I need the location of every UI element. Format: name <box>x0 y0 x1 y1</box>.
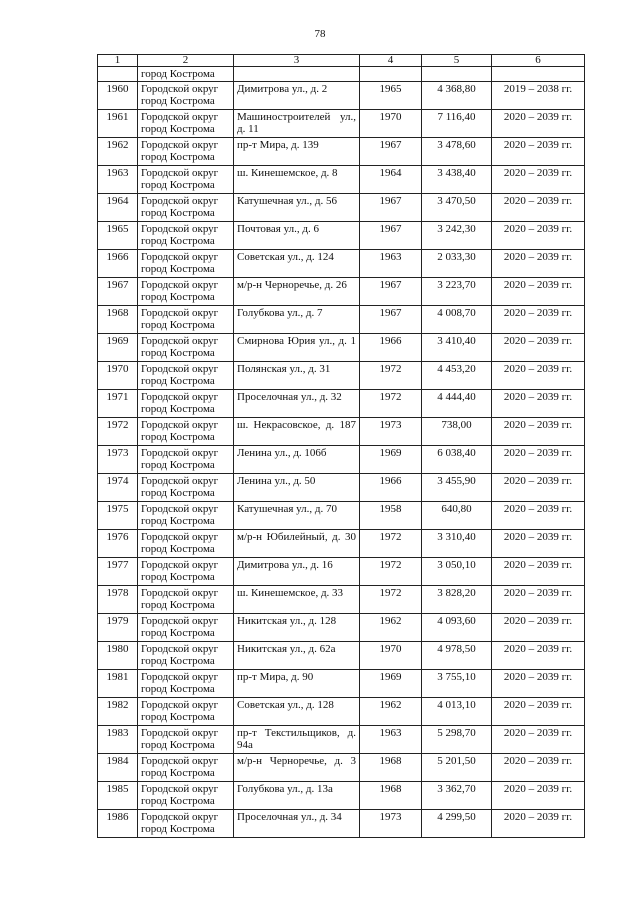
cell-year: 1968 <box>360 782 422 810</box>
cell-year: 1967 <box>360 138 422 166</box>
cell-address <box>234 614 360 642</box>
cell-year: 1969 <box>360 446 422 474</box>
cell-year: 1973 <box>360 418 422 446</box>
address-text: пр-т Мира, д. 139 <box>237 139 319 151</box>
cell-period: 2020 – 2039 гг. <box>492 194 585 222</box>
cell-period: 2020 – 2039 гг. <box>492 726 585 754</box>
cell-year: 1963 <box>360 726 422 754</box>
cell-district: Городской округ город Кострома <box>138 642 234 670</box>
address-text: Никитская ул., д. 128 <box>237 615 337 627</box>
cell-area: 4 008,70 <box>422 306 492 334</box>
cell-area: 3 470,50 <box>422 194 492 222</box>
cell-number: 1985 <box>98 782 138 810</box>
table-row <box>98 194 585 222</box>
cell-year: 1967 <box>360 194 422 222</box>
table-row <box>98 222 585 250</box>
header-col-2: 2 <box>138 55 234 67</box>
cell-number: 1977 <box>98 558 138 586</box>
cell-area: 4 368,80 <box>422 82 492 110</box>
cell-period: 2020 – 2039 гг. <box>492 138 585 166</box>
cell-period: 2020 – 2039 гг. <box>492 362 585 390</box>
cell-area: 3 242,30 <box>422 222 492 250</box>
cell-area: 4 299,50 <box>422 810 492 838</box>
cell-area: 738,00 <box>422 418 492 446</box>
cell-period: 2020 – 2039 гг. <box>492 222 585 250</box>
address-text: Советская ул., д. 128 <box>237 699 334 711</box>
cell-district: Городской округ город Кострома <box>138 418 234 446</box>
address-text: Голубкова ул., д. 7 <box>237 307 323 319</box>
cell-area: 4 093,60 <box>422 614 492 642</box>
table-row <box>98 670 585 698</box>
cell-year: 1962 <box>360 698 422 726</box>
address-text: Почтовая ул., д. 6 <box>237 223 319 235</box>
cell-number: 1967 <box>98 278 138 306</box>
cell-district: Городской округ город Кострома <box>138 558 234 586</box>
cell-area: 3 310,40 <box>422 530 492 558</box>
table-row <box>98 278 585 306</box>
cell-district: Городской округ город Кострома <box>138 502 234 530</box>
cell-district: Городской округ город Кострома <box>138 110 234 138</box>
cell-area: 4 013,10 <box>422 698 492 726</box>
address-text: Никитская ул., д. 62а <box>237 643 336 655</box>
cell-number: 1963 <box>98 166 138 194</box>
cell-number: 1974 <box>98 474 138 502</box>
table-header <box>98 55 585 67</box>
cell-address <box>234 586 360 614</box>
address-text: Катушечная ул., д. 70 <box>237 503 337 515</box>
register-table <box>97 54 585 838</box>
cell-area: 3 362,70 <box>422 782 492 810</box>
cell-district: Городской округ город Кострома <box>138 810 234 838</box>
address-text: ш. Кинешемское, д. 8 <box>237 167 338 179</box>
cell-district: Городской округ город Кострома <box>138 194 234 222</box>
cell-address <box>234 754 360 782</box>
address-text: Советская ул., д. 124 <box>237 251 334 263</box>
address-text: Димитрова ул., д. 2 <box>237 83 328 95</box>
cell-area: 5 298,70 <box>422 726 492 754</box>
table-row <box>98 782 585 810</box>
cell-district: Городской округ город Кострома <box>138 670 234 698</box>
cell-area: 3 438,40 <box>422 166 492 194</box>
cell-area: 640,80 <box>422 502 492 530</box>
cell-district: Городской округ город Кострома <box>138 138 234 166</box>
cell-year: 1970 <box>360 110 422 138</box>
cell-address <box>234 726 360 754</box>
cell-district: Городской округ город Кострома <box>138 446 234 474</box>
address-text: Катушечная ул., д. 56 <box>237 195 337 207</box>
cell-period: 2020 – 2039 гг. <box>492 558 585 586</box>
cell-area: 3 223,70 <box>422 278 492 306</box>
table-row <box>98 418 585 446</box>
cell-area: 4 444,40 <box>422 390 492 418</box>
header-row <box>98 55 585 67</box>
address-text: м/р-н Юбилейный, д. 30 <box>237 531 356 543</box>
cell-number: 1982 <box>98 698 138 726</box>
cell-address <box>234 474 360 502</box>
cell-address <box>234 782 360 810</box>
cell-period: 2020 – 2039 гг. <box>492 698 585 726</box>
address-text: Проселочная ул., д. 32 <box>237 391 342 403</box>
cell-number: 1964 <box>98 194 138 222</box>
cell-district: Городской округ город Кострома <box>138 390 234 418</box>
cell-address <box>234 278 360 306</box>
table-row <box>98 390 585 418</box>
cell-address <box>234 390 360 418</box>
cell-address <box>234 110 360 138</box>
address-text: Ленина ул., д. 106б <box>237 447 327 459</box>
table-row <box>98 586 585 614</box>
cell-period: 2020 – 2039 гг. <box>492 670 585 698</box>
table-row <box>98 754 585 782</box>
cell-year: 1963 <box>360 250 422 278</box>
cell-number: 1972 <box>98 418 138 446</box>
cell-district: Городской округ город Кострома <box>138 698 234 726</box>
continuation-row <box>98 67 585 82</box>
cell-number: 1979 <box>98 614 138 642</box>
table-row <box>98 82 585 110</box>
address-text: Проселочная ул., д. 34 <box>237 811 342 823</box>
cell-district: Городской округ город Кострома <box>138 726 234 754</box>
cell-period: 2020 – 2039 гг. <box>492 530 585 558</box>
cell-year: 1972 <box>360 558 422 586</box>
cell-year: 1972 <box>360 530 422 558</box>
cell-period: 2020 – 2039 гг. <box>492 278 585 306</box>
cell-district: Городской округ город Кострома <box>138 362 234 390</box>
cell-area: 7 116,40 <box>422 110 492 138</box>
cell-address <box>234 166 360 194</box>
table-row <box>98 362 585 390</box>
cell-year: 1967 <box>360 306 422 334</box>
table-row <box>98 446 585 474</box>
cell-area: 3 828,20 <box>422 586 492 614</box>
cell-year: 1967 <box>360 222 422 250</box>
cell-address <box>234 558 360 586</box>
cell-year: 1958 <box>360 502 422 530</box>
cell-year: 1973 <box>360 810 422 838</box>
cell-address <box>234 82 360 110</box>
cell-period: 2020 – 2039 гг. <box>492 306 585 334</box>
cell-district: Городской округ город Кострома <box>138 306 234 334</box>
header-col-5: 5 <box>422 55 492 67</box>
cell-period: 2020 – 2039 гг. <box>492 502 585 530</box>
cell-period: 2020 – 2039 гг. <box>492 782 585 810</box>
cell-number: 1986 <box>98 810 138 838</box>
cell-district: Городской округ город Кострома <box>138 222 234 250</box>
cell-number: 1968 <box>98 306 138 334</box>
cell-address <box>234 250 360 278</box>
cell-year: 1965 <box>360 82 422 110</box>
cell-address <box>234 67 360 82</box>
cell-area <box>422 67 492 82</box>
cell-number: 1975 <box>98 502 138 530</box>
cell-address <box>234 138 360 166</box>
header-col-3: 3 <box>234 55 360 67</box>
address-text: Полянская ул., д. 31 <box>237 363 331 375</box>
cell-period: 2020 – 2039 гг. <box>492 474 585 502</box>
cell-number: 1966 <box>98 250 138 278</box>
cell-year: 1968 <box>360 754 422 782</box>
cell-year: 1966 <box>360 334 422 362</box>
cell-period: 2020 – 2039 гг. <box>492 446 585 474</box>
cell-district: Городской округ город Кострома <box>138 278 234 306</box>
cell-year: 1969 <box>360 670 422 698</box>
cell-year: 1970 <box>360 642 422 670</box>
cell-period: 2020 – 2039 гг. <box>492 642 585 670</box>
cell-address <box>234 194 360 222</box>
header-col-6: 6 <box>492 55 585 67</box>
cell-address <box>234 362 360 390</box>
cell-number: 1973 <box>98 446 138 474</box>
cell-period: 2020 – 2039 гг. <box>492 418 585 446</box>
cell-number: 1969 <box>98 334 138 362</box>
cell-year: 1972 <box>360 390 422 418</box>
table-row <box>98 166 585 194</box>
cell-number: 1984 <box>98 754 138 782</box>
cell-year: 1972 <box>360 586 422 614</box>
cell-period: 2019 – 2038 гг. <box>492 82 585 110</box>
cell-area: 4 978,50 <box>422 642 492 670</box>
cell-district: Городской округ город Кострома <box>138 82 234 110</box>
page-number: 78 <box>314 28 326 40</box>
cell-period: 2020 – 2039 гг. <box>492 110 585 138</box>
address-text: Ленина ул., д. 50 <box>237 475 316 487</box>
cell-district: Городской округ город Кострома <box>138 614 234 642</box>
cell-number: 1965 <box>98 222 138 250</box>
address-text: Машиностроителей ул., д. 11 <box>237 111 356 135</box>
cell-address <box>234 334 360 362</box>
address-text: м/р-н Черноречье, д. 26 <box>237 279 347 291</box>
address-text: м/р-н Черноречье, д. 3 <box>237 755 356 767</box>
cell-period: 2020 – 2039 гг. <box>492 390 585 418</box>
address-text: ш. Некрасовское, д. 187 <box>237 419 356 431</box>
table-row <box>98 502 585 530</box>
cell-period: 2020 – 2039 гг. <box>492 166 585 194</box>
cell-number: 1983 <box>98 726 138 754</box>
table-body <box>98 67 585 838</box>
cell-number <box>98 67 138 82</box>
cell-address <box>234 306 360 334</box>
address-text: пр-т Текстильщиков, д. 94а <box>237 727 356 751</box>
cell-district: Городской округ город Кострома <box>138 530 234 558</box>
table-row <box>98 474 585 502</box>
cell-district: Городской округ город Кострома <box>138 586 234 614</box>
table-row <box>98 558 585 586</box>
cell-period: 2020 – 2039 гг. <box>492 810 585 838</box>
cell-period: 2020 – 2039 гг. <box>492 614 585 642</box>
cell-area: 3 050,10 <box>422 558 492 586</box>
cell-area: 3 755,10 <box>422 670 492 698</box>
cell-year: 1964 <box>360 166 422 194</box>
cell-period: 2020 – 2039 гг. <box>492 334 585 362</box>
address-text: Голубкова ул., д. 13а <box>237 783 333 795</box>
cell-year: 1966 <box>360 474 422 502</box>
cell-district: Городской округ город Кострома <box>138 782 234 810</box>
cell-year <box>360 67 422 82</box>
cell-number: 1976 <box>98 530 138 558</box>
cell-year: 1972 <box>360 362 422 390</box>
address-text: пр-т Мира, д. 90 <box>237 671 314 683</box>
table-row <box>98 698 585 726</box>
cell-area: 3 410,40 <box>422 334 492 362</box>
table-row <box>98 334 585 362</box>
table-row <box>98 642 585 670</box>
cell-area: 6 038,40 <box>422 446 492 474</box>
cell-number: 1960 <box>98 82 138 110</box>
cell-address <box>234 810 360 838</box>
cell-address <box>234 222 360 250</box>
cell-number: 1962 <box>98 138 138 166</box>
cell-area: 4 453,20 <box>422 362 492 390</box>
cell-area: 2 033,30 <box>422 250 492 278</box>
cell-district: Городской округ город Кострома <box>138 166 234 194</box>
table-row <box>98 726 585 754</box>
cell-period: 2020 – 2039 гг. <box>492 754 585 782</box>
cell-year: 1967 <box>360 278 422 306</box>
cell-address <box>234 418 360 446</box>
cell-address <box>234 446 360 474</box>
cell-number: 1980 <box>98 642 138 670</box>
cell-address <box>234 670 360 698</box>
table-row <box>98 306 585 334</box>
cell-area: 3 455,90 <box>422 474 492 502</box>
cell-year: 1962 <box>360 614 422 642</box>
cell-number: 1978 <box>98 586 138 614</box>
cell-district: Городской округ город Кострома <box>138 334 234 362</box>
table-row <box>98 110 585 138</box>
cell-area: 3 478,60 <box>422 138 492 166</box>
cell-district: Городской округ город Кострома <box>138 474 234 502</box>
cell-period: 2020 – 2039 гг. <box>492 586 585 614</box>
cell-period: 2020 – 2039 гг. <box>492 250 585 278</box>
cell-district: город Кострома <box>138 67 234 82</box>
cell-period <box>492 67 585 82</box>
table-row <box>98 810 585 838</box>
header-col-4: 4 <box>360 55 422 67</box>
cell-district: Городской округ город Кострома <box>138 250 234 278</box>
table-row <box>98 614 585 642</box>
cell-number: 1981 <box>98 670 138 698</box>
header-col-1: 1 <box>98 55 138 67</box>
cell-address <box>234 642 360 670</box>
address-text: Смирнова Юрия ул., д. 1 <box>237 335 356 347</box>
cell-number: 1961 <box>98 110 138 138</box>
cell-address <box>234 698 360 726</box>
cell-district: Городской округ город Кострома <box>138 754 234 782</box>
cell-number: 1971 <box>98 390 138 418</box>
address-text: Димитрова ул., д. 16 <box>237 559 333 571</box>
cell-address <box>234 502 360 530</box>
table-row <box>98 138 585 166</box>
cell-number: 1970 <box>98 362 138 390</box>
table-row <box>98 250 585 278</box>
table-row <box>98 530 585 558</box>
address-text: ш. Кинешемское, д. 33 <box>237 587 344 599</box>
cell-address <box>234 530 360 558</box>
cell-area: 5 201,50 <box>422 754 492 782</box>
